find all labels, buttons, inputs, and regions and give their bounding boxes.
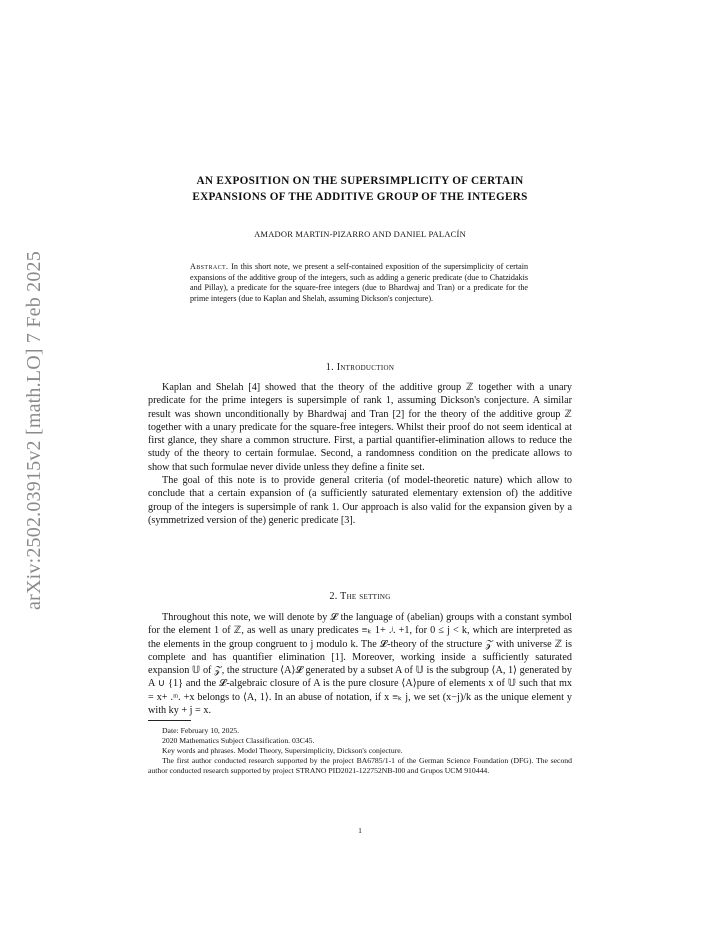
title-line: AN EXPOSITION ON THE SUPERSIMPLICITY OF CERTAIN <box>196 175 524 187</box>
arxiv-identifier: arXiv:2502.03915v2 [math.LO] 7 Feb 2025 <box>22 250 45 610</box>
abstract-heading: Abstract. <box>190 262 229 271</box>
title-line: EXPANSIONS OF THE ADDITIVE GROUP OF THE INTEGERS <box>192 190 528 203</box>
paragraph: Kaplan and Shelah [4] showed that the theory of the additive group ℤ together with a unary predicate for the prime integers is supersimple of rank 1, assuming Dickson's conjecture. A similar result was shown unconditionally by Bhardwaj and Tran [2] for the theory of the additive group ℤ together with a unary predicate for the square-free integers. Whilst their proof do not seem identical at first glance, they share a common structure. First, a partial quantifier-elimination allows to reduce the study of the theory to certain formulae. Second, a randomness condition on the predicate allows to show that such formulae never divide unless they define a finite set. <box>148 382 572 473</box>
footnote-funding: The first author conducted research supported by the project BA6785/1-1 of the German Science Foundation (DFG). The second author conducted research supported by project STRANO PID2021-122752NB-I00 and Grupos UCM 910444. <box>148 756 572 775</box>
section-heading-introduction: 1. Introduction <box>325 362 395 373</box>
footnote-date: Date: February 10, 2025. <box>162 726 240 735</box>
arxiv-identifier-stamp <box>20 215 48 645</box>
paragraph: The goal of this note is to provide general criteria (of model-theoretic nature) which allow to conclude that a certain expansion of (a sufficiently saturated elementary extension of) the additive group of the integers is supersimple of rank 1. Our approach is also valid for the expansion given by a (symmetrized version of the) generic predicate [3]. <box>148 475 572 526</box>
paragraph: Throughout this note, we will denote by 𝓛 the language of (abelian) groups with a constant symbol for the element 1 of ℤ, as well as unary predicates ≡ₖ 1+ .ʲ. +1, for 0 ≤ j < k, which are interpreted as the elements in the group congruent to j modulo k. The 𝓛-theory of the structure 𝒵 with universe ℤ is complete and has quantifier elimination [1]. Moreover, working inside a sufficiently saturated expansion 𝕌 of 𝒵, the structure ⟨A⟩𝓛 generated by a subset A of 𝕌 is the subgroup ⟨A, 1⟩ generated by A ∪ {1} and the 𝓛-algebraic closure of A is the pure closure ⟨A⟩pure of elements x of 𝕌 such that mx = x+ .ᵐ. +x belongs to ⟨A, 1⟩. In an abuse of notation, if x ≡ₖ j, we set (x−j)/k as the unique element y with ky + j = x. <box>148 612 572 717</box>
footnote-rule <box>148 720 191 721</box>
author-list: AMADOR MARTIN-PIZARRO AND DANIEL PALACÍN <box>254 229 466 239</box>
section-body-setting <box>148 611 572 717</box>
abstract-text: In this short note, we present a self-contained exposition of the supersimplicity of certain expansions of the additive group of the integers, such as adding a generic predicate (due to Chatzidakis and Pillay), a predicate for the square-free integers (due to Bhardwaj and Tran) or a predicate for the prime integers (due to Kaplan and Shelah, assuming Dickson's conjecture). <box>190 262 528 303</box>
footnotes <box>148 726 572 776</box>
footnote-msc: 2020 Mathematics Subject Classification. 03C45. <box>162 736 315 745</box>
section-heading-setting: 2. The setting <box>329 591 391 602</box>
footnote-keywords: Key words and phrases. Model Theory, Supersimplicity, Dickson's conjecture. <box>162 746 403 755</box>
paper-title <box>148 174 572 205</box>
page-number: 1 <box>358 826 362 835</box>
section-body-introduction <box>148 381 572 527</box>
abstract <box>190 262 528 304</box>
